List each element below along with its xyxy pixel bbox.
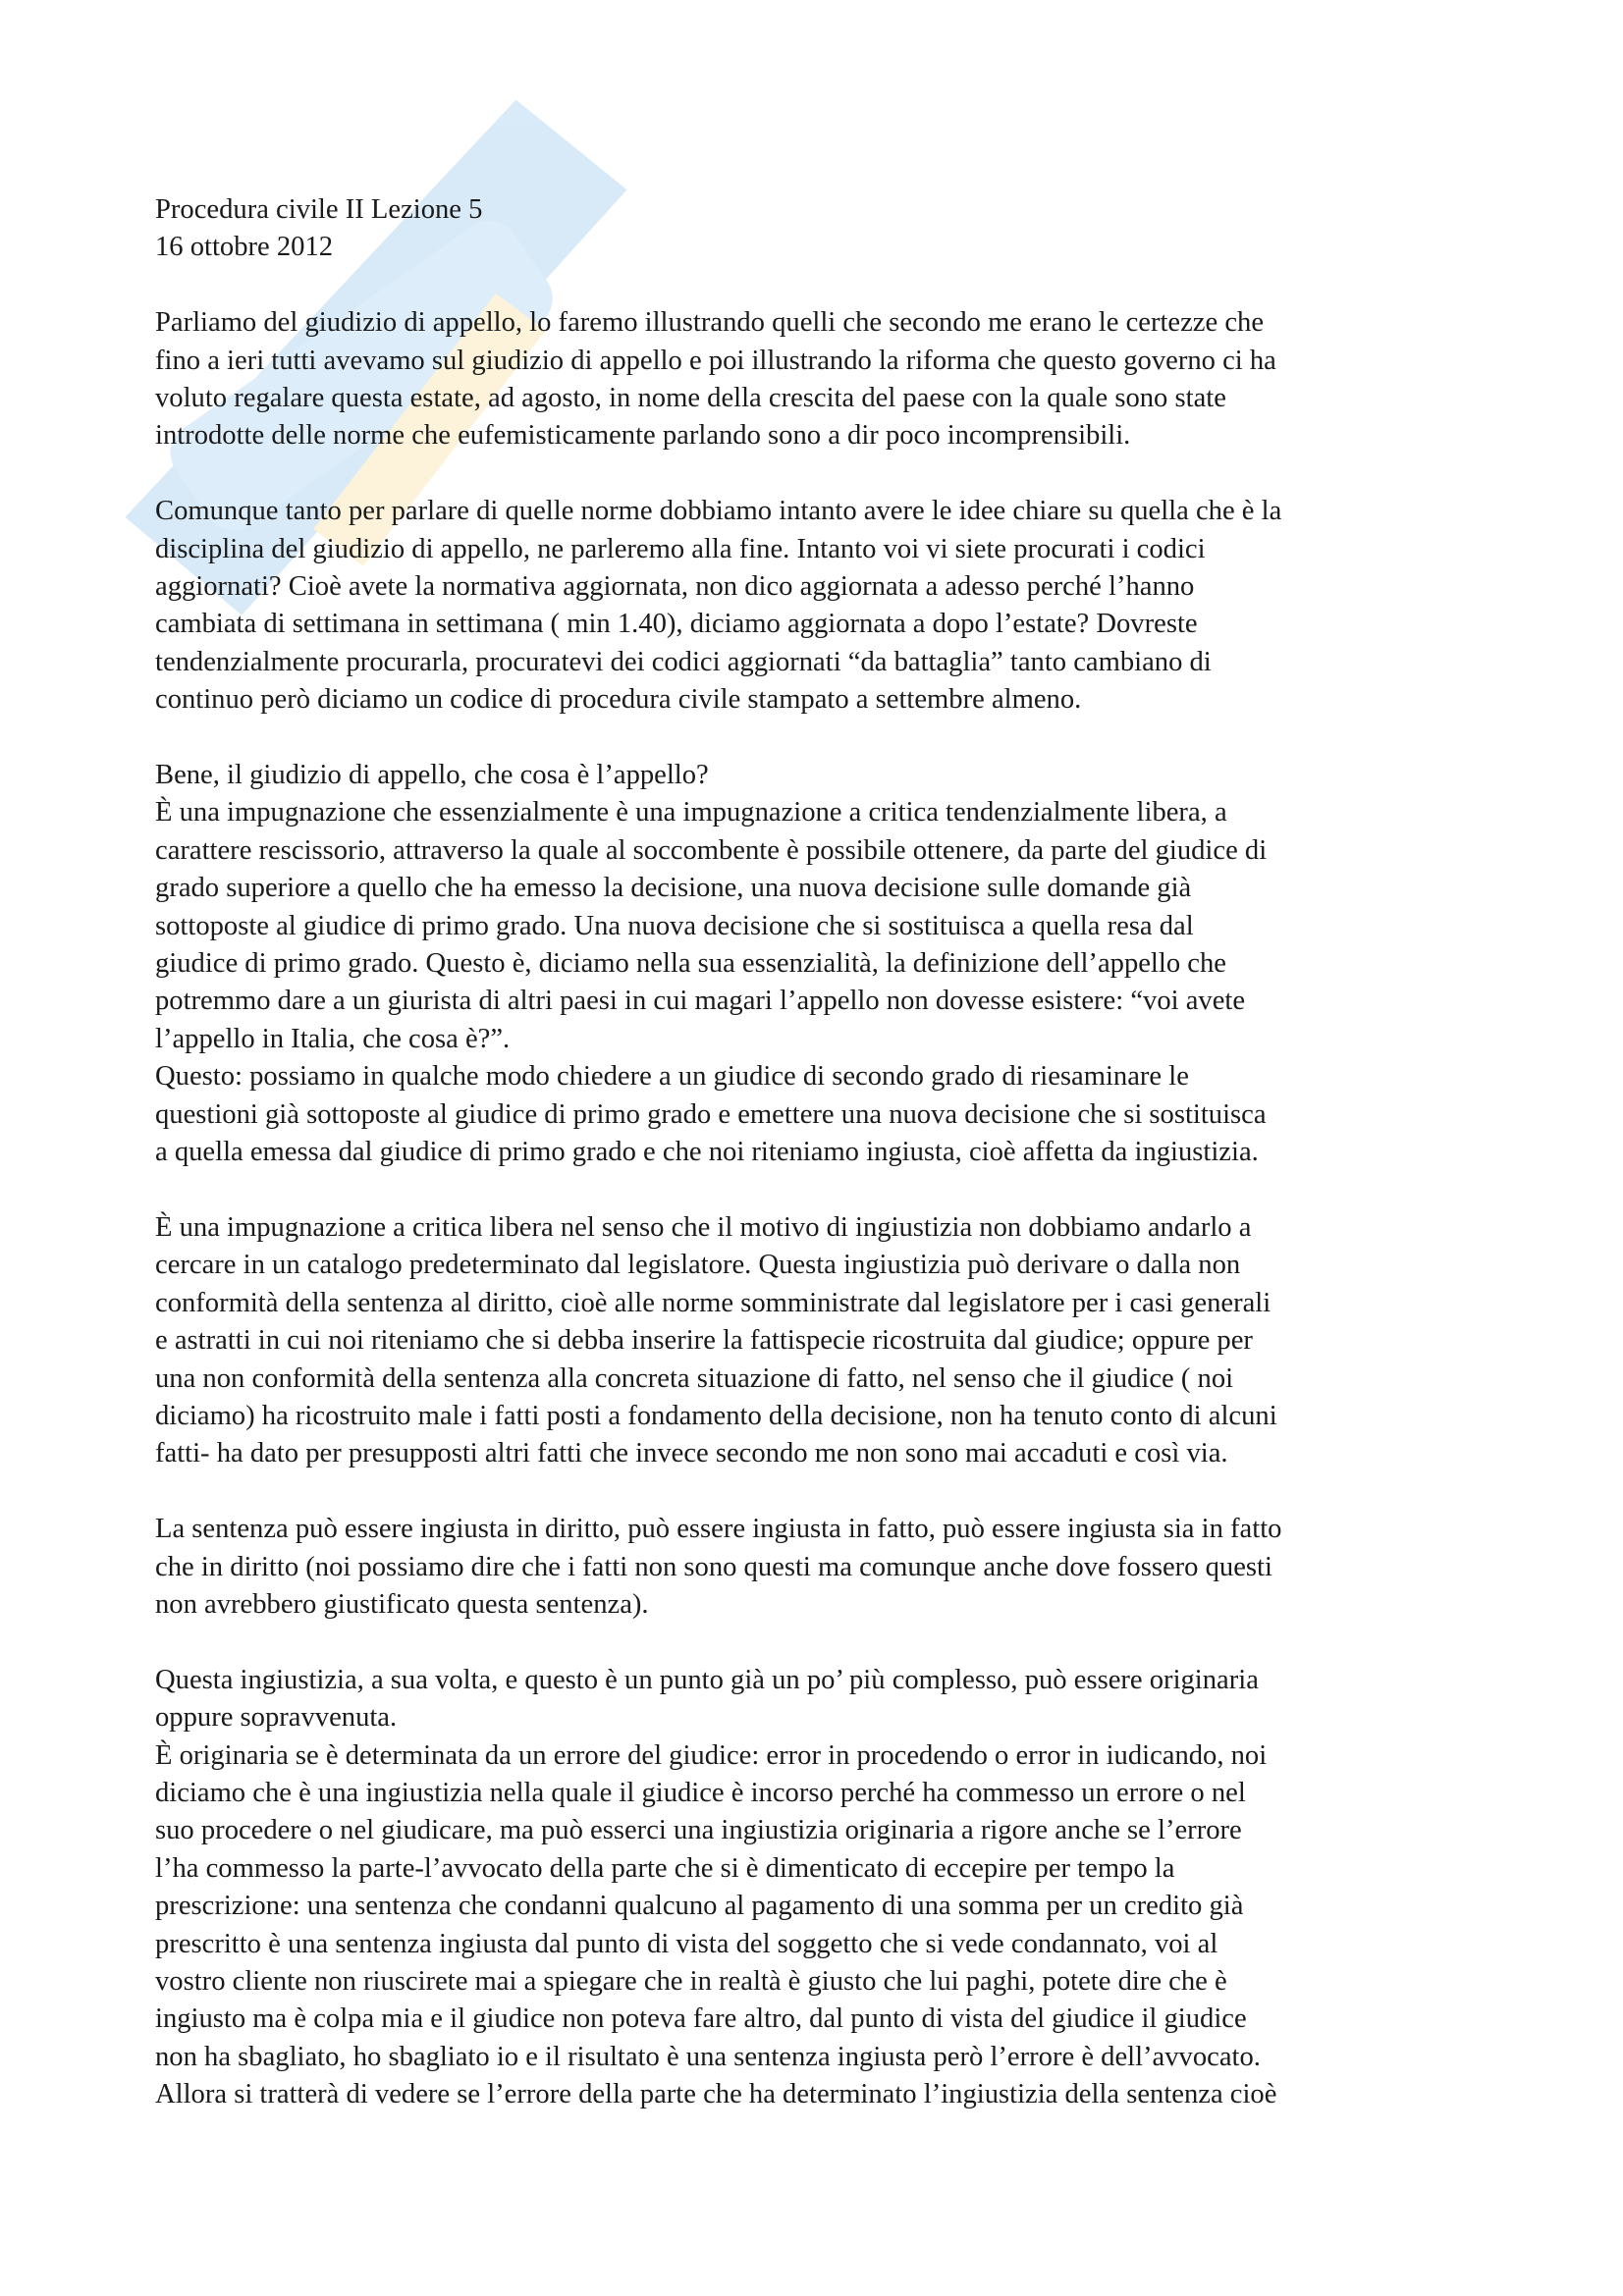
text-line: Bene, il giudizio di appello, che cosa è l’appello? [155,760,709,791]
text-line: È una impugnazione a critica libera nel senso che il motivo di ingiustizia non dobbiamo andarlo a [155,1211,1252,1243]
paragraph [155,1511,1481,1624]
text-line: continuo però diciamo un codice di procedura civile stampato a settembre almeno. [155,684,1082,716]
text-line: Allora si tratterà di vedere se l’errore della parte che ha determinato l’ingiustizia della sentenza cioè [155,2079,1277,2110]
text-line: l’ha commesso la parte-l’avvocato della parte che si è dimenticato di eccepire per tempo la [155,1852,1175,1884]
text-line: l’appello in Italia, che cosa è?”. [155,1023,511,1054]
text-line: non avrebbero giustificato questa sentenza). [155,1588,649,1620]
text-line: diciamo) ha ricostruito male i fatti posti a fondamento della decisione, non ha tenuto conto di alcuni [155,1400,1277,1431]
text-line: introdotte delle norme che eufemisticamente parlando sono a dir poco incomprensibili. [155,420,1131,452]
document-date: 16 ottobre 2012 [155,232,334,263]
text-line: voluto regalare questa estate, ad agosto, in nome della crescita del paese con la quale sono state [155,383,1226,414]
text-line: a quella emessa dal giudice di primo grado e che noi riteniamo ingiusta, cioè affetta da ingiustizia. [155,1137,1259,1168]
text-line: prescritto è una sentenza ingiusta dal punto di vista del soggetto che si vede condannato, voi al [155,1928,1218,1959]
text-line: vostro cliente non riuscirete mai a spiegare che in realtà è giusto che lui paghi, potete dire che è [155,1966,1227,1997]
text-line: una non conformità della sentenza alla concreta situazione di fatto, nel senso che il giudice ( noi [155,1362,1234,1394]
text-line: aggiornati? Cioè avete la normativa aggiornata, non dico aggiornata a adesso perché l’hanno [155,571,1195,603]
text-line: tendenzialmente procurarla, procuratevi dei codici aggiornati “da battaglia” tanto cambiano di [155,646,1212,677]
text-line: È originaria se è determinata da un errore del giudice: error in procedendo o error in iudicando, noi [155,1739,1268,1771]
paragraph [155,1058,1481,1171]
text-line: fino a ieri tutti avevamo sul giudizio di appello e poi illustrando la riforma che questo governo ci ha [155,345,1276,376]
text-line: Questa ingiustizia, a sua volta, e questo è un punto già un po’ più complesso, può essere originaria [155,1664,1259,1695]
text-line: sottoposte al giudice di primo grado. Una nuova decisione che si sostituisca a quella resa dal [155,910,1194,941]
text-line: non ha sbagliato, ho sbagliato io e il risultato è una sentenza ingiusta però l’errore è dell’avvocato. [155,2041,1261,2072]
text-line: La sentenza può essere ingiusta in diritto, può essere ingiusta in fatto, può essere ingiusta sia in fatto [155,1514,1282,1545]
text-line: potremmo dare a un giurista di altri paesi in cui magari l’appello non dovesse esistere: “voi avete [155,986,1246,1017]
text-line: e astratti in cui noi riteniamo che si debba inserire la fattispecie ricostruita dal giudice; oppure per [155,1325,1253,1357]
document-body [155,304,1481,2113]
text-line: suo procedere o nel giudicare, ma può esserci una ingiustizia originaria a rigore anche se l’errore [155,1815,1242,1846]
paragraph [155,493,1481,719]
text-line: conformità della sentenza al diritto, cioè alle norme somministrate dal legislatore per i casi generali [155,1287,1271,1318]
text-line: Comunque tanto per parlare di quelle norme dobbiamo intanto avere le idee chiare su quella che è la [155,496,1282,527]
text-line: fatti- ha dato per presupposti altri fatti che invece secondo me non sono mai accaduti e così via. [155,1438,1228,1469]
text-line: grado superiore a quello che ha emesso la decisione, una nuova decisione sulle domande già [155,873,1192,904]
document-page [155,191,1481,2114]
text-line: Parliamo del giudizio di appello, lo faremo illustrando quelli che secondo me erano le certezze che [155,307,1265,339]
text-line: giudice di primo grado. Questo è, diciamo nella sua essenzialità, la definizione dell’appello che [155,948,1226,980]
text-line: oppure sopravvenuta. [155,1702,398,1734]
paragraph [155,757,1481,794]
text-line: cambiata di settimana in settimana ( min 1.40), diciamo aggiornata a dopo l’estate? Dovreste [155,609,1198,640]
text-line: ingiusto ma è colpa mia e il giudice non poteva fare altro, dal punto di vista del giudice il giudice [155,2003,1247,2035]
paragraph [155,794,1481,1058]
paragraph [155,1662,1481,1737]
text-line: che in diritto (noi possiamo dire che i fatti non sono questi ma comunque anche dove fossero questi [155,1551,1272,1582]
text-line: carattere rescissorio, attraverso la quale al soccombente è possibile ottenere, da parte del giudice di [155,834,1268,866]
text-line: questioni già sottoposte al giudice di primo grado e emettere una nuova decisione che si sostituisca [155,1098,1267,1130]
paragraph [155,304,1481,455]
document-title: Procedura civile II Lezione 5 [155,194,483,225]
text-line: Questo: possiamo in qualche modo chiedere a un giudice di secondo grado di riesaminare le [155,1061,1189,1093]
text-line: È una impugnazione che essenzialmente è una impugnazione a critica tendenzialmente libera, a [155,797,1227,828]
text-line: diciamo che è una ingiustizia nella quale il giudice è incorso perché ha commesso un errore o nel [155,1777,1246,1808]
text-line: cercare in un catalogo predeterminato dal legislatore. Questa ingiustizia può derivare o dalla non [155,1250,1241,1281]
paragraph [155,1737,1481,2114]
text-line: prescrizione: una sentenza che condanni qualcuno al pagamento di una somma per un credito già [155,1891,1244,1922]
paragraph [155,1209,1481,1473]
text-line: disciplina del giudizio di appello, ne parleremo alla fine. Intanto voi vi siete procurati i codici [155,533,1206,564]
